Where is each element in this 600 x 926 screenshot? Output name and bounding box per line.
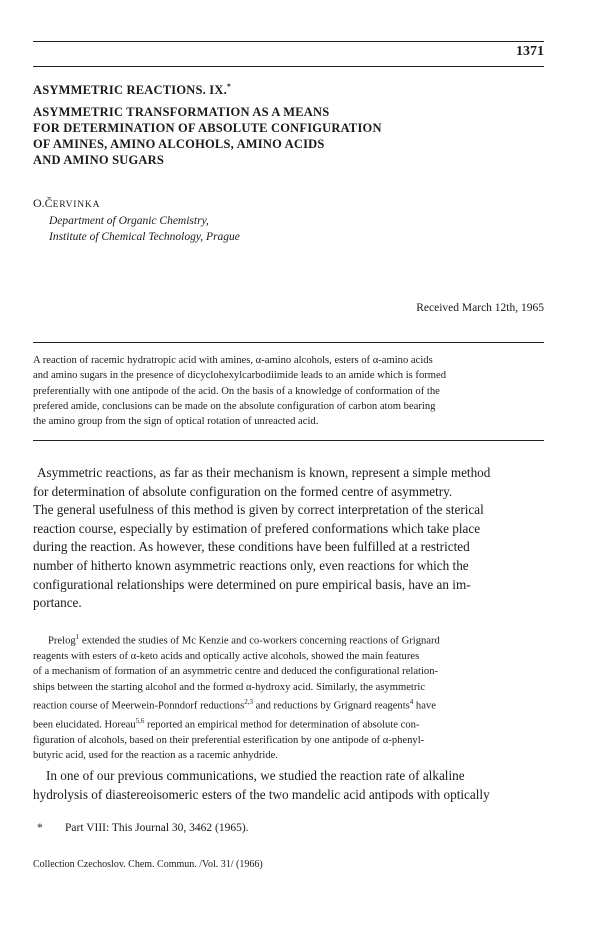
header-rule [33,66,544,67]
journal-footer: Collection Czechoslov. Chem. Commun. /Vol. 31/ (1966) [33,859,263,870]
small-line [33,695,548,714]
body-line: hydrolysis of diastereoisomeric esters of the two mandelic acid antipods with optically [33,786,490,802]
body-line: portance. [33,595,82,611]
body-line: reaction course, especially by estimation of prefered conformations which take place [33,520,481,536]
paper-title-line: AND AMINO SUGARS [33,153,164,167]
body-line: The general usefulness of this method is given by correct interpretation of the sterical [33,502,484,518]
author-initial: O.Č [33,196,53,210]
body-line: number of hitherto known asymmetric reactions only, even reactions for which the [33,557,469,573]
footnote-mark: * [37,822,43,834]
abstract-bottom-rule [33,440,544,441]
small-line-text: reported an empirical method for determination of absolute con- [144,719,420,731]
top-rule [33,41,544,42]
small-line [33,714,548,733]
body-line: during the reaction. As however, these conditions have been fulfilled at a restricted [33,539,470,555]
abstract-line: prefered amide, conclusions can be made on the absolute configuration of carbon atom bearing [33,400,436,412]
small-line: butyric acid, used for the reaction as a racemic anhydride. [33,750,279,762]
received-date: Received March 12th, 1965 [416,302,544,314]
paper-title-line: FOR DETERMINATION OF ABSOLUTE CONFIGURATION [33,121,382,135]
reference-superscript: 4 [409,698,414,707]
small-line: figuration of alcohols, based on their preferential esterification by one antipode of α-phenyl- [33,735,425,747]
body-text-continued [33,767,548,804]
small-line-text: have [413,700,436,712]
small-line-text: Prelog [48,635,76,647]
affiliation-department: Department of Organic Chemistry, [49,215,209,227]
footnote-text: Part VIII: This Journal 30, 3462 (1965). [65,822,249,834]
abstract-line: and amino sugars in the presence of dicyclohexylcarbodiimide leads to an amide which is formed [33,370,447,382]
affiliation-institute: Institute of Chemical Technology, Prague [49,231,240,243]
paper-title-line: ASYMMETRIC TRANSFORMATION AS A MEANS [33,105,330,119]
small-line-text: and reductions by Grignard reagents [252,700,410,712]
paper-title [33,104,553,168]
small-line-text: extended the studies of Mc Kenzie and co-workers concerning reactions of Grignard [79,635,440,647]
small-line-text: been elucidated. Horeau [33,719,136,731]
reference-superscript: 2,3 [244,698,253,707]
paper-title-line: OF AMINES, AMINO ALCOHOLS, AMINO ACIDS [33,137,325,151]
abstract-line: the amino group from the sign of optical rotation of unreacted acid. [33,416,319,428]
body-line: configurational relationships were determined on pure empirical basis, have an im- [33,576,471,592]
abstract-line: preferentially with one antipode of the acid. On the basis of a knowledge of conformation of the [33,385,440,397]
abstract-line: A reaction of racemic hydratropic acid with amines, α-amino alcohols, esters of α-amino acids [33,355,433,366]
small-line [33,630,548,649]
small-line: of a mechanism of formation of an asymmetric centre and deduced the configurational relation- [33,666,439,678]
affiliation [49,213,240,245]
small-line: reagents with esters of α-keto acids and optically active alcohols, showed the main features [33,650,420,662]
reference-superscript: 5,6 [135,717,145,726]
author [33,196,100,211]
body-line: Asymmetric reactions, as far as their mechanism is known, represent a simple method [37,465,491,480]
abstract-top-rule [33,342,544,343]
author-surname: ERVINKA [52,200,101,210]
page-number: 1371 [516,44,544,59]
small-print-paragraph [33,630,548,764]
series-title-text: ASYMMETRIC REACTIONS. IX. [33,83,227,98]
series-title [33,82,231,98]
body-line: for determination of absolute configuration on the formed centre of asymmetry. [33,483,453,499]
abstract [33,353,544,429]
body-text [33,464,548,613]
footnote [37,822,249,834]
reference-superscript: 1 [75,633,80,641]
small-line-text: reaction course of Meerwein-Ponndorf reductions [33,700,245,712]
body-line: In one of our previous communications, we studied the reaction rate of alkaline [46,768,465,783]
series-title-footnote-mark: * [226,82,232,91]
small-line: ships between the starting alcohol and the formed α-hydroxy acid. Similarly, the asymmetric [33,681,426,693]
